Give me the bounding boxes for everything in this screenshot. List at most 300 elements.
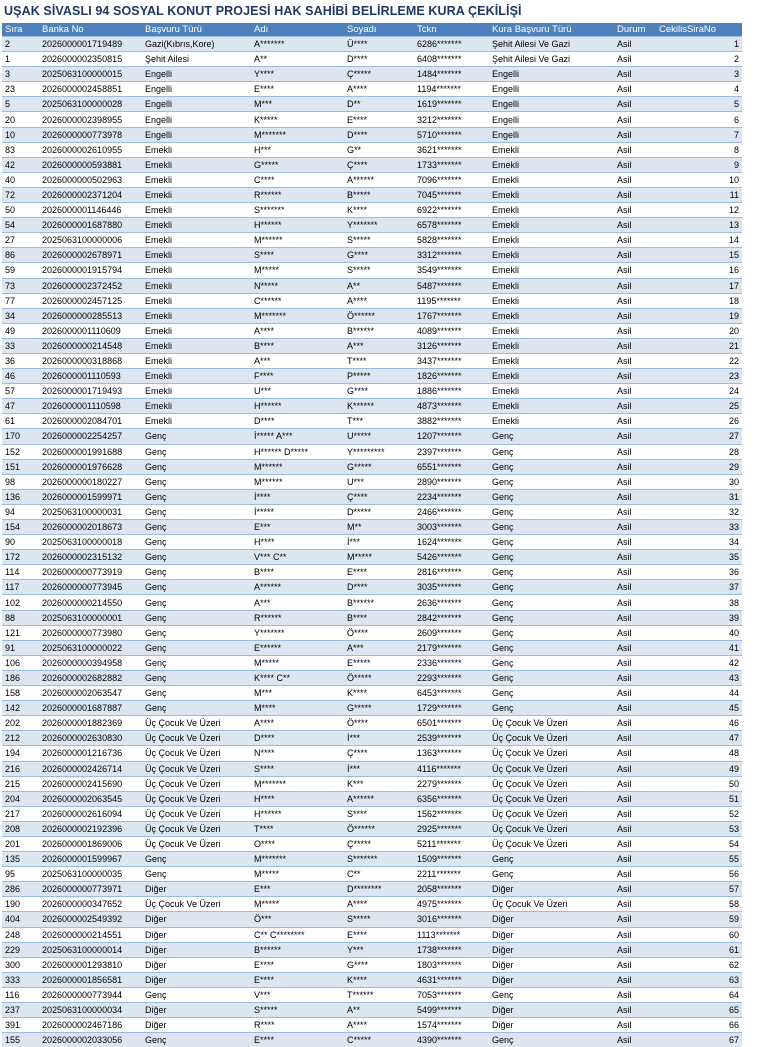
- cell-kura-basvuru-turu: Üç Çocuk Ve Üzeri: [489, 821, 614, 836]
- cell-sira: 57: [2, 384, 39, 399]
- cell-kura-basvuru-turu: Üç Çocuk Ve Üzeri: [489, 746, 614, 761]
- cell-adi: M****: [251, 701, 344, 716]
- table-row: [2, 37, 742, 52]
- cell-kura-basvuru-turu: Diğer: [489, 957, 614, 972]
- cell-kura-basvuru-turu: Genç: [489, 701, 614, 716]
- table-row: [2, 776, 742, 791]
- cell-cekilis-sira-no: 5: [656, 97, 742, 112]
- cell-basvuru-turu: Üç Çocuk Ve Üzeri: [142, 806, 251, 821]
- cell-basvuru-turu: Genç: [142, 640, 251, 655]
- cell-banka-no: 2026000002372452: [39, 278, 142, 293]
- cell-kura-basvuru-turu: Genç: [489, 550, 614, 565]
- cell-sira: 40: [2, 172, 39, 187]
- cell-basvuru-turu: Gazi(Kıbrıs,Kore): [142, 37, 251, 52]
- cell-banka-no: 2026000000773971: [39, 882, 142, 897]
- cell-cekilis-sira-no: 59: [656, 912, 742, 927]
- cell-sira: 36: [2, 353, 39, 368]
- cell-durum: Asil: [614, 187, 656, 202]
- cell-adi: O****: [251, 836, 344, 851]
- cell-banka-no: 2026000000773944: [39, 987, 142, 1002]
- cell-cekilis-sira-no: 2: [656, 52, 742, 67]
- cell-tckn: 1574*******: [414, 1018, 489, 1033]
- cell-kura-basvuru-turu: Diğer: [489, 1003, 614, 1018]
- cell-soyadi: D****: [344, 52, 414, 67]
- cell-banka-no: 2026000001719489: [39, 37, 142, 52]
- cell-banka-no: 2026000000214548: [39, 338, 142, 353]
- cell-banka-no: 2026000000394958: [39, 655, 142, 670]
- cell-basvuru-turu: Genç: [142, 670, 251, 685]
- cell-basvuru-turu: Emekli: [142, 353, 251, 368]
- cell-banka-no: 2026000002018673: [39, 520, 142, 535]
- cell-adi: A****: [251, 323, 344, 338]
- cell-basvuru-turu: Genç: [142, 1033, 251, 1047]
- cell-kura-basvuru-turu: Diğer: [489, 882, 614, 897]
- cell-sira: 98: [2, 474, 39, 489]
- cell-tckn: 4116*******: [414, 761, 489, 776]
- cell-banka-no: 2026000000773978: [39, 127, 142, 142]
- cell-basvuru-turu: Emekli: [142, 414, 251, 429]
- cell-kura-basvuru-turu: Engelli: [489, 97, 614, 112]
- table-row: [2, 550, 742, 565]
- cell-adi: Y****: [251, 67, 344, 82]
- table-row: [2, 1003, 742, 1018]
- cell-durum: Asil: [614, 655, 656, 670]
- cell-basvuru-turu: Genç: [142, 852, 251, 867]
- table-row: [2, 112, 742, 127]
- cell-tckn: 5828*******: [414, 233, 489, 248]
- cell-tckn: 4631*******: [414, 972, 489, 987]
- cell-basvuru-turu: Emekli: [142, 187, 251, 202]
- cell-sira: 237: [2, 1003, 39, 1018]
- cell-durum: Asil: [614, 867, 656, 882]
- cell-sira: 152: [2, 444, 39, 459]
- cell-tckn: 6453*******: [414, 686, 489, 701]
- table-row: [2, 353, 742, 368]
- cell-banka-no: 2025063100000015: [39, 67, 142, 82]
- cell-cekilis-sira-no: 58: [656, 897, 742, 912]
- cell-adi: R******: [251, 187, 344, 202]
- cell-sira: 73: [2, 278, 39, 293]
- cell-basvuru-turu: Genç: [142, 520, 251, 535]
- cell-tckn: 6501*******: [414, 716, 489, 731]
- cell-kura-basvuru-turu: Şehit Ailesi Ve Gazi: [489, 37, 614, 52]
- cell-soyadi: T****: [344, 353, 414, 368]
- cell-kura-basvuru-turu: Emekli: [489, 248, 614, 263]
- cell-kura-basvuru-turu: Engelli: [489, 127, 614, 142]
- cell-basvuru-turu: Diğer: [142, 972, 251, 987]
- cell-soyadi: A****: [344, 1018, 414, 1033]
- page-title: UŞAK SİVASLI 94 SOSYAL KONUT PROJESİ HAK SAHİBİ BELİRLEME KURA ÇEKİLİŞİ: [4, 4, 522, 18]
- cell-tckn: 6922*******: [414, 203, 489, 218]
- cell-cekilis-sira-no: 10: [656, 172, 742, 187]
- cell-tckn: 2058*******: [414, 882, 489, 897]
- cell-cekilis-sira-no: 39: [656, 610, 742, 625]
- cell-kura-basvuru-turu: Engelli: [489, 112, 614, 127]
- table-row: [2, 852, 742, 867]
- cell-cekilis-sira-no: 15: [656, 248, 742, 263]
- cell-basvuru-turu: Genç: [142, 565, 251, 580]
- cell-soyadi: Ö*****: [344, 670, 414, 685]
- cell-kura-basvuru-turu: Emekli: [489, 414, 614, 429]
- cell-banka-no: 2026000002192396: [39, 821, 142, 836]
- cell-banka-no: 2026000000593881: [39, 157, 142, 172]
- cell-durum: Asil: [614, 716, 656, 731]
- cell-adi: N*****: [251, 278, 344, 293]
- cell-banka-no: 2026000002467186: [39, 1018, 142, 1033]
- cell-kura-basvuru-turu: Emekli: [489, 323, 614, 338]
- cell-banka-no: 2026000001991688: [39, 444, 142, 459]
- cell-cekilis-sira-no: 43: [656, 670, 742, 685]
- cell-kura-basvuru-turu: Genç: [489, 429, 614, 444]
- cell-tckn: 2816*******: [414, 565, 489, 580]
- cell-banka-no: 2026000002630830: [39, 731, 142, 746]
- cell-kura-basvuru-turu: Diğer: [489, 942, 614, 957]
- cell-basvuru-turu: Diğer: [142, 927, 251, 942]
- cell-durum: Asil: [614, 852, 656, 867]
- cell-soyadi: Ö******: [344, 308, 414, 323]
- cell-banka-no: 2026000001216736: [39, 746, 142, 761]
- cell-sira: 1: [2, 52, 39, 67]
- table-row: [2, 218, 742, 233]
- cell-tckn: 1194*******: [414, 82, 489, 97]
- cell-kura-basvuru-turu: Emekli: [489, 399, 614, 414]
- cell-cekilis-sira-no: 51: [656, 791, 742, 806]
- cell-basvuru-turu: Emekli: [142, 248, 251, 263]
- cell-basvuru-turu: Engelli: [142, 82, 251, 97]
- cell-soyadi: K****: [344, 203, 414, 218]
- cell-adi: İ*****: [251, 504, 344, 519]
- cell-adi: E***: [251, 520, 344, 535]
- cell-sira: 170: [2, 429, 39, 444]
- cell-durum: Asil: [614, 686, 656, 701]
- cell-sira: 88: [2, 610, 39, 625]
- cell-durum: Asil: [614, 821, 656, 836]
- cell-banka-no: 2026000001599971: [39, 489, 142, 504]
- cell-adi: H****: [251, 535, 344, 550]
- cell-soyadi: T***: [344, 414, 414, 429]
- cell-kura-basvuru-turu: Emekli: [489, 369, 614, 384]
- cell-kura-basvuru-turu: Genç: [489, 852, 614, 867]
- cell-adi: M***: [251, 686, 344, 701]
- cell-soyadi: G****: [344, 248, 414, 263]
- cell-kura-basvuru-turu: Genç: [489, 474, 614, 489]
- cell-adi: K*****: [251, 112, 344, 127]
- cell-sira: 154: [2, 520, 39, 535]
- cell-soyadi: S*******: [344, 852, 414, 867]
- cell-basvuru-turu: Emekli: [142, 323, 251, 338]
- cell-soyadi: U*****: [344, 429, 414, 444]
- cell-basvuru-turu: Diğer: [142, 882, 251, 897]
- cell-sira: 158: [2, 686, 39, 701]
- cell-banka-no: 2026000000214551: [39, 927, 142, 942]
- cell-tckn: 1826*******: [414, 369, 489, 384]
- cell-cekilis-sira-no: 1: [656, 37, 742, 52]
- cell-banka-no: 2025063100000035: [39, 867, 142, 882]
- cell-kura-basvuru-turu: Diğer: [489, 972, 614, 987]
- cell-adi: İ****: [251, 489, 344, 504]
- cell-durum: Asil: [614, 580, 656, 595]
- col-header-soyadi: Soyadı: [344, 23, 414, 37]
- cell-banka-no: 2026000002678971: [39, 248, 142, 263]
- cell-kura-basvuru-turu: Emekli: [489, 142, 614, 157]
- table-row: [2, 474, 742, 489]
- cell-adi: G*****: [251, 157, 344, 172]
- cell-kura-basvuru-turu: Emekli: [489, 157, 614, 172]
- cell-sira: 102: [2, 595, 39, 610]
- table-row: [2, 1033, 742, 1047]
- cell-banka-no: 2026000001882369: [39, 716, 142, 731]
- cell-banka-no: 2025063100000034: [39, 1003, 142, 1018]
- table-row: [2, 821, 742, 836]
- cell-banka-no: 2026000002426714: [39, 761, 142, 776]
- cell-adi: A***: [251, 353, 344, 368]
- table-row: [2, 957, 742, 972]
- cell-adi: İ***** A***: [251, 429, 344, 444]
- cell-soyadi: Y*********: [344, 444, 414, 459]
- cell-sira: 194: [2, 746, 39, 761]
- cell-durum: Asil: [614, 942, 656, 957]
- cell-sira: 49: [2, 323, 39, 338]
- cell-durum: Asil: [614, 142, 656, 157]
- cell-soyadi: A****: [344, 897, 414, 912]
- cell-tckn: 5487*******: [414, 278, 489, 293]
- cell-banka-no: 2026000002063547: [39, 686, 142, 701]
- table-row: [2, 867, 742, 882]
- cell-banka-no: 2025063100000014: [39, 942, 142, 957]
- cell-durum: Asil: [614, 731, 656, 746]
- cell-basvuru-turu: Emekli: [142, 338, 251, 353]
- cell-tckn: 1113*******: [414, 927, 489, 942]
- cell-soyadi: B******: [344, 323, 414, 338]
- cell-kura-basvuru-turu: Genç: [489, 987, 614, 1002]
- cell-kura-basvuru-turu: Emekli: [489, 233, 614, 248]
- table-row: [2, 308, 742, 323]
- cell-banka-no: 2026000002350815: [39, 52, 142, 67]
- cell-soyadi: P*****: [344, 369, 414, 384]
- cell-kura-basvuru-turu: Emekli: [489, 172, 614, 187]
- cell-kura-basvuru-turu: Üç Çocuk Ve Üzeri: [489, 791, 614, 806]
- cell-banka-no: 2026000001110598: [39, 399, 142, 414]
- table-row: [2, 172, 742, 187]
- table-row: [2, 942, 742, 957]
- cell-durum: Asil: [614, 550, 656, 565]
- cell-kura-basvuru-turu: Genç: [489, 459, 614, 474]
- cell-sira: 172: [2, 550, 39, 565]
- table-row: [2, 686, 742, 701]
- cell-cekilis-sira-no: 19: [656, 308, 742, 323]
- cell-adi: D****: [251, 731, 344, 746]
- cell-adi: U***: [251, 384, 344, 399]
- col-header-kura-basvuru-turu: Kura Başvuru Türü: [489, 23, 614, 37]
- cell-adi: R******: [251, 610, 344, 625]
- cell-adi: A***: [251, 595, 344, 610]
- table-row: [2, 640, 742, 655]
- cell-tckn: 3212*******: [414, 112, 489, 127]
- cell-sira: 142: [2, 701, 39, 716]
- cell-adi: H******: [251, 399, 344, 414]
- cell-tckn: 1484*******: [414, 67, 489, 82]
- cell-adi: C******: [251, 293, 344, 308]
- cell-sira: 155: [2, 1033, 39, 1047]
- cell-sira: 114: [2, 565, 39, 580]
- cell-sira: 20: [2, 112, 39, 127]
- cell-sira: 136: [2, 489, 39, 504]
- cell-cekilis-sira-no: 38: [656, 595, 742, 610]
- table-row: [2, 836, 742, 851]
- cell-sira: 94: [2, 504, 39, 519]
- cell-basvuru-turu: Engelli: [142, 112, 251, 127]
- cell-tckn: 5710*******: [414, 127, 489, 142]
- cell-basvuru-turu: Üç Çocuk Ve Üzeri: [142, 761, 251, 776]
- cell-durum: Asil: [614, 369, 656, 384]
- cell-sira: 23: [2, 82, 39, 97]
- cell-kura-basvuru-turu: Genç: [489, 655, 614, 670]
- cell-soyadi: Ö******: [344, 821, 414, 836]
- cell-tckn: 2293*******: [414, 670, 489, 685]
- cell-soyadi: E*****: [344, 655, 414, 670]
- cell-tckn: 5211*******: [414, 836, 489, 851]
- cell-durum: Asil: [614, 414, 656, 429]
- cell-adi: M******: [251, 459, 344, 474]
- cell-banka-no: 2026000001687887: [39, 701, 142, 716]
- cell-sira: 116: [2, 987, 39, 1002]
- cell-sira: 106: [2, 655, 39, 670]
- cell-sira: 229: [2, 942, 39, 957]
- cell-kura-basvuru-turu: Diğer: [489, 927, 614, 942]
- cell-cekilis-sira-no: 16: [656, 263, 742, 278]
- cell-banka-no: 2026000002457125: [39, 293, 142, 308]
- cell-soyadi: K***: [344, 776, 414, 791]
- cell-adi: C** C********: [251, 927, 344, 942]
- cell-adi: M*****: [251, 655, 344, 670]
- cell-basvuru-turu: Emekli: [142, 263, 251, 278]
- table-row: [2, 142, 742, 157]
- cell-cekilis-sira-no: 25: [656, 399, 742, 414]
- cell-tckn: 1195*******: [414, 293, 489, 308]
- cell-cekilis-sira-no: 20: [656, 323, 742, 338]
- cell-adi: H****: [251, 791, 344, 806]
- cell-sira: 117: [2, 580, 39, 595]
- cell-soyadi: Ç****: [344, 489, 414, 504]
- cell-tckn: 2234*******: [414, 489, 489, 504]
- cell-durum: Asil: [614, 112, 656, 127]
- cell-soyadi: G*****: [344, 459, 414, 474]
- cell-adi: N****: [251, 746, 344, 761]
- cell-basvuru-turu: Genç: [142, 686, 251, 701]
- cell-durum: Asil: [614, 399, 656, 414]
- cell-basvuru-turu: Engelli: [142, 127, 251, 142]
- cell-tckn: 4975*******: [414, 897, 489, 912]
- cell-kura-basvuru-turu: Emekli: [489, 338, 614, 353]
- cell-kura-basvuru-turu: Genç: [489, 610, 614, 625]
- cell-kura-basvuru-turu: Genç: [489, 1033, 614, 1047]
- table-row: [2, 429, 742, 444]
- cell-cekilis-sira-no: 56: [656, 867, 742, 882]
- cell-durum: Asil: [614, 489, 656, 504]
- cell-banka-no: 2026000001976628: [39, 459, 142, 474]
- cell-durum: Asil: [614, 625, 656, 640]
- cell-basvuru-turu: Üç Çocuk Ve Üzeri: [142, 836, 251, 851]
- cell-sira: 3: [2, 67, 39, 82]
- cell-adi: M*****: [251, 897, 344, 912]
- cell-banka-no: 2026000002458851: [39, 82, 142, 97]
- table-row: [2, 338, 742, 353]
- table-row: [2, 670, 742, 685]
- cell-tckn: 6578*******: [414, 218, 489, 233]
- cell-durum: Asil: [614, 761, 656, 776]
- cell-adi: V*** C**: [251, 550, 344, 565]
- cell-sira: 42: [2, 157, 39, 172]
- cell-tckn: 5426*******: [414, 550, 489, 565]
- cell-tckn: 3882*******: [414, 414, 489, 429]
- table-row: [2, 323, 742, 338]
- cell-tckn: 1767*******: [414, 308, 489, 323]
- table-row: [2, 399, 742, 414]
- cell-adi: F****: [251, 369, 344, 384]
- cell-kura-basvuru-turu: Genç: [489, 520, 614, 535]
- cell-cekilis-sira-no: 57: [656, 882, 742, 897]
- cell-kura-basvuru-turu: Genç: [489, 504, 614, 519]
- cell-banka-no: 2026000002610955: [39, 142, 142, 157]
- cell-kura-basvuru-turu: Üç Çocuk Ve Üzeri: [489, 731, 614, 746]
- cell-adi: Ö***: [251, 912, 344, 927]
- cell-kura-basvuru-turu: Genç: [489, 489, 614, 504]
- cell-adi: M*****: [251, 867, 344, 882]
- cell-banka-no: 2026000001719493: [39, 384, 142, 399]
- cell-banka-no: 2026000002084701: [39, 414, 142, 429]
- cell-durum: Asil: [614, 218, 656, 233]
- cell-soyadi: D****: [344, 580, 414, 595]
- cell-durum: Asil: [614, 565, 656, 580]
- cell-banka-no: 2026000002033056: [39, 1033, 142, 1047]
- cell-basvuru-turu: Genç: [142, 655, 251, 670]
- cell-adi: A*******: [251, 37, 344, 52]
- cell-basvuru-turu: Emekli: [142, 308, 251, 323]
- cell-adi: E****: [251, 957, 344, 972]
- cell-adi: A**: [251, 52, 344, 67]
- cell-soyadi: Ç****: [344, 746, 414, 761]
- cell-durum: Asil: [614, 610, 656, 625]
- cell-durum: Asil: [614, 127, 656, 142]
- cell-tckn: 6356*******: [414, 791, 489, 806]
- cell-durum: Asil: [614, 595, 656, 610]
- cell-soyadi: S*****: [344, 912, 414, 927]
- table-row: [2, 655, 742, 670]
- cell-cekilis-sira-no: 42: [656, 655, 742, 670]
- cell-basvuru-turu: Genç: [142, 580, 251, 595]
- table-row: [2, 731, 742, 746]
- cell-kura-basvuru-turu: Genç: [489, 640, 614, 655]
- cell-soyadi: İ***: [344, 731, 414, 746]
- lottery-results-table: [2, 23, 742, 1047]
- cell-cekilis-sira-no: 64: [656, 987, 742, 1002]
- cell-adi: Y*******: [251, 625, 344, 640]
- cell-basvuru-turu: Şehit Ailesi: [142, 52, 251, 67]
- cell-tckn: 4089*******: [414, 323, 489, 338]
- cell-cekilis-sira-no: 60: [656, 927, 742, 942]
- cell-kura-basvuru-turu: Üç Çocuk Ve Üzeri: [489, 806, 614, 821]
- cell-adi: M***: [251, 97, 344, 112]
- col-header-adi: Adı: [251, 23, 344, 37]
- table-row: [2, 927, 742, 942]
- table-row: [2, 912, 742, 927]
- cell-adi: S*****: [251, 1003, 344, 1018]
- table-row: [2, 278, 742, 293]
- cell-adi: E****: [251, 82, 344, 97]
- cell-soyadi: A******: [344, 172, 414, 187]
- cell-durum: Asil: [614, 429, 656, 444]
- cell-cekilis-sira-no: 55: [656, 852, 742, 867]
